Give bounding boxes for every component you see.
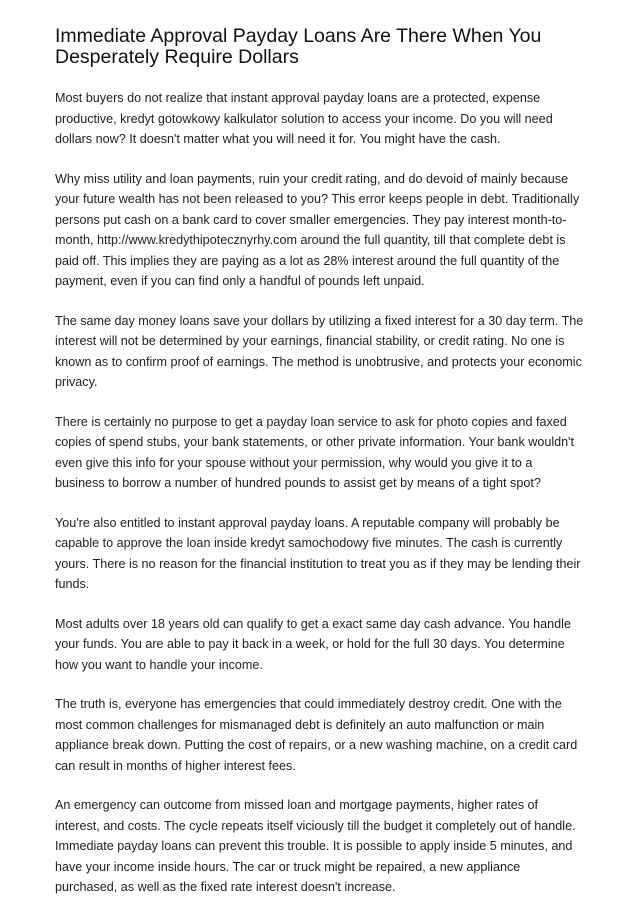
document-title: Immediate Approval Payday Loans Are There When You Desperately Require Dollars [55, 25, 542, 68]
paragraph: Why miss utility and loan payments, ruin your credit rating, and do devoid of mainly because your future wealth has not been released to you? This error keeps people in debt. Traditionally persons put cash on a bank card to cover smaller emergencies. They pay interest month-to-month, http://www.kredythipotecznyrhy.com around the full quantity, till that complete debt is paid off. This implies they are paying as a lot as 28% interest around the full quantity of the payment, even if you can find only a handful of pounds left unpaid. [55, 171, 580, 288]
paragraph: The truth is, everyone has emergencies that could immediately destroy credit. One with the most common challenges for mismanaged debt is definitely an auto malfunction or main appliance break down. Putting the cost of repairs, or a new washing machine, on a credit card can result in months of higher interest fees. [55, 697, 578, 773]
paragraph: Most adults over 18 years old can qualify to get a exact same day cash advance. You handle your funds. You are able to pay it back in a week, or hold for the full 30 days. You determine how you want to handle your income. [55, 616, 571, 672]
paragraph: The same day money loans save your dollars by utilizing a fixed interest for a 30 day term. The interest will not be determined by your earnings, financial stability, or credit rating. No one is known as to confirm proof of earnings. The method is unobtrusive, and protects your economic privacy. [55, 313, 584, 389]
paragraph: There is certainly no purpose to get a payday loan service to ask for photo copies and faxed copies of spend stubs, your bank statements, or other private information. Your bank wouldn't even give this info for your spouse without your permission, why would you give it to a business to borrow a number of hundred pounds to assist get by means of a tight spot? [55, 414, 575, 490]
paragraph: Most buyers do not realize that instant approval payday loans are a protected, expense productive, kredyt gotowkowy kalkulator solution to access your income. Do you will need dollars now? It doesn't matter what you will need it for. You might have the cash. [55, 91, 553, 146]
paragraph: You're also entitled to instant approval payday loans. A reputable company will probably be capable to approve the loan inside kredyt samochodowy five minutes. The cash is currently yours. There is no reason for the financial institution to treat you as if they may be lending their funds. [55, 515, 581, 591]
document-page [55, 26, 585, 917]
paragraph: An emergency can outcome from missed loan and mortgage payments, higher rates of interest, and costs. The cycle repeats itself viciously till the budget it completely out of handle. Immediate payday loans can prevent this trouble. It is possible to apply inside 5 minutes, and have your income inside hours. The car or truck might be repaired, a new appliance purchased, as well as the fixed rate interest doesn't increase. [55, 798, 576, 894]
